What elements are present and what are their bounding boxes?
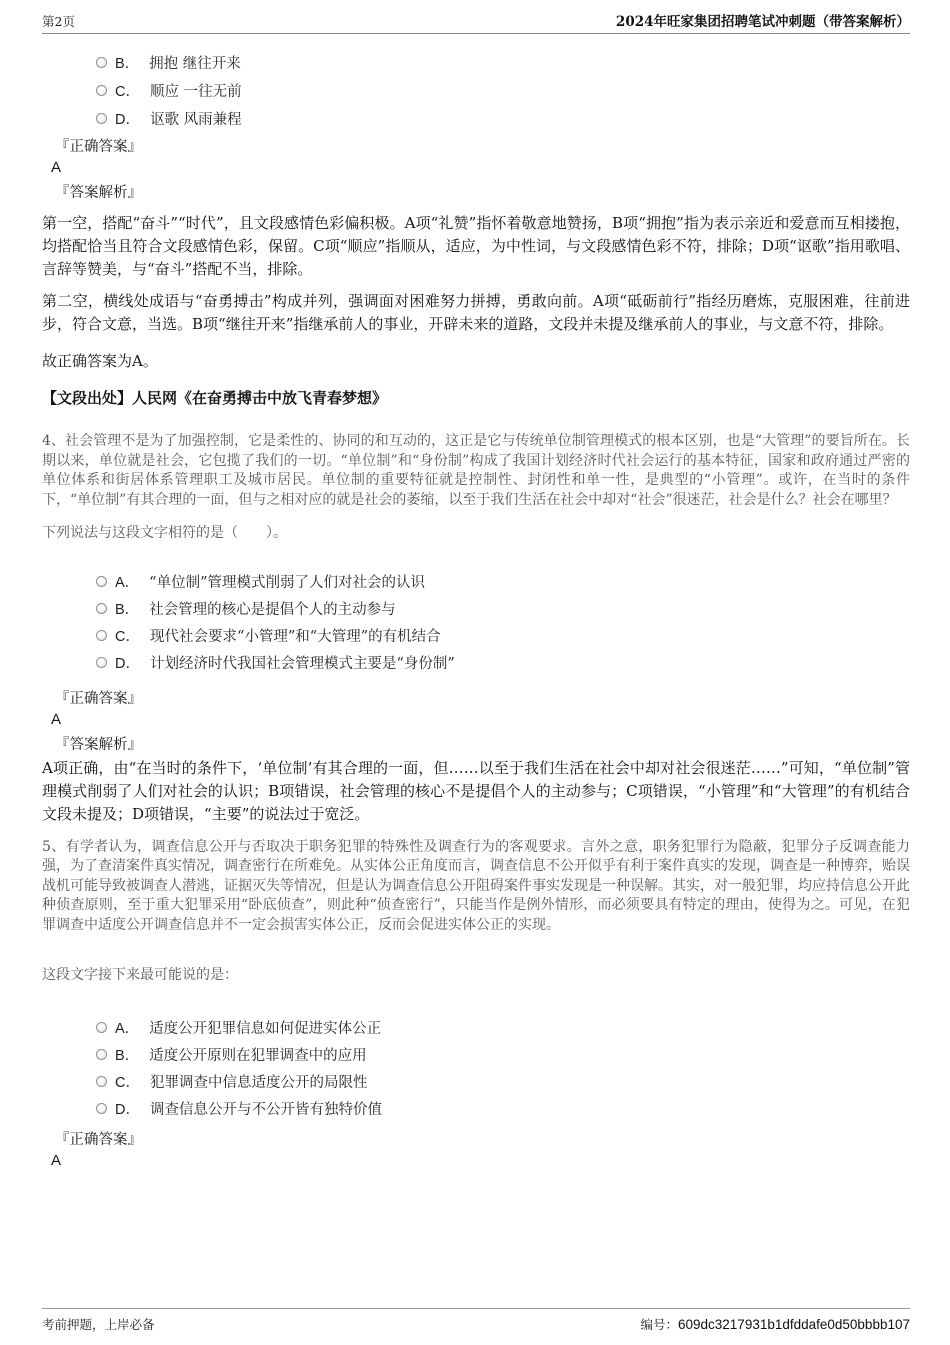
footer-document-id (640, 1315, 910, 1333)
correct-answer-value: A (51, 159, 62, 176)
footer-id-value: 609dc3217931b1dfddafe0d50bbbb107 (678, 1317, 910, 1332)
option-row-a[interactable] (96, 568, 910, 595)
option-row-d[interactable] (96, 1095, 910, 1122)
option-text: 拥抱 继往开来 (149, 55, 241, 72)
option-letter: C． (115, 628, 140, 645)
answer-analysis-label: 『答案解析』 (55, 736, 142, 753)
document-title: 2024年旺家集团招聘笔试冲刺题（带答案解析） (615, 14, 910, 30)
option-text: 适度公开犯罪信息如何促进实体公正 (149, 1020, 382, 1037)
analysis-paragraph: 第二空，横线处成语与“奋勇搏击”构成并列，强调面对困难努力拼搏，勇敢向前。A项“砥砺前行”指经历磨炼，克服困难，往前进步，符合文意，当选。B项“继往开来”指继承前人的事业，开辟未来的道路，文段并未提及继承前人的事业，与文意不符，排除。 (42, 292, 910, 333)
option-text: 讴歌 风雨兼程 (149, 111, 242, 128)
page-header (42, 10, 910, 34)
option-row-c[interactable] (96, 76, 910, 104)
option-text: 调查信息公开与不公开皆有独特价值 (149, 1101, 382, 1118)
option-text: 适度公开原则在犯罪调查中的应用 (149, 1047, 367, 1064)
option-letter: A． (115, 574, 140, 591)
radio-button[interactable] (96, 630, 107, 641)
option-letter: D． (115, 655, 140, 672)
question-3-options (42, 48, 910, 132)
option-row-c[interactable] (96, 1068, 910, 1095)
option-text: 犯罪调查中信息适度公开的局限性 (149, 1074, 368, 1091)
question-5-options (42, 1014, 910, 1122)
option-row-c[interactable] (96, 622, 910, 649)
option-letter: C． (115, 1074, 140, 1091)
radio-button[interactable] (96, 1049, 107, 1060)
passage-source: 【文段出处】人民网《在奋勇搏击中放飞青春梦想》 (42, 389, 388, 407)
option-row-b[interactable] (96, 48, 910, 76)
question-5-stem: 5、有学者认为，调查信息公开与否取决于职务犯罪的特殊性及调查行为的客观要求。言外之意，职务犯罪行为隐蔽，犯罪分子反调查能力强，为了查清案件真实情况，调查密行在所难免。从实体公正角度而言，调查信息不公开似乎有利于案件真实的发现，调查是一种博弈，贻误战机可能导致被调查人潜逃，证据灭失等情况，但是认为调查信息公开阻碍案件事实发现是一种误解。其实，对一般犯罪，均应持信息公开此种侦查原则，至于重大犯罪采用“卧底侦查”，则此种“侦查密行”，只能当作是例外情形，而必须要具有特定的理由，使得为之。可见，在犯罪调查中适度公开调查信息并不一定会损害实体公正，反而会促进实体公正的实现。 (42, 838, 910, 933)
option-letter: B． (115, 55, 140, 72)
option-letter: B． (115, 1047, 140, 1064)
radio-button[interactable] (96, 657, 107, 668)
option-row-d[interactable] (96, 649, 910, 676)
radio-button[interactable] (96, 603, 107, 614)
option-text: 现代社会要求“小管理”和“大管理”的有机结合 (149, 628, 441, 645)
correct-answer-value: A (51, 1151, 62, 1169)
footer-slogan: 考前押题，上岸必备 (42, 1317, 155, 1332)
radio-button[interactable] (96, 57, 107, 68)
option-row-b[interactable] (96, 595, 910, 622)
option-letter: C． (115, 83, 140, 100)
correct-answer-label: 『正确答案』 (55, 1131, 142, 1148)
option-text: 顺应 一往无前 (149, 83, 242, 100)
question-4-stem: 4、社会管理不是为了加强控制，它是柔性的、协同的和互动的，这正是它与传统单位制管理模式的根本区别，也是“大管理”的要旨所在。长期以来，单位就是社会，它包揽了我们的一切。“单位制”和“身份制”构成了我国计划经济时代社会运行的基本特征，国家和政府通过严密的单位体系和街居体系管理职工及城市居民。单位制的重要特征就是控制性、封闭性和单一性，是典型的“小管理”。或许，在当时的条件下，“单位制”有其合理的一面，但与之相对应的就是社会的萎缩，以至于我们生活在社会中却对“社会”很迷茫，社会是什么？社会在哪里？ (42, 433, 910, 508)
page-footer (42, 1308, 910, 1333)
radio-button[interactable] (96, 1022, 107, 1033)
page-number: 第2页 (42, 14, 75, 29)
analysis-paragraph: 第一空，搭配“奋斗”“时代”，且文段感情色彩偏积极。A项“礼赞”指怀着敬意地赞扬，B项“拥抱”指为表示亲近和爱意而互相搂抱，均搭配恰当且符合文段感情色彩，保留。C项“顺应”指顺从，适应，为中性词，与文段感情色彩不符，排除；D项“讴歌”指用歌唱、言辞等赞美，与“奋斗”搭配不当，排除。 (42, 214, 910, 278)
option-letter: D． (115, 1101, 140, 1118)
question-4-options (42, 568, 910, 676)
correct-answer-label: 『正确答案』 (55, 139, 142, 155)
option-row-d[interactable] (96, 104, 910, 132)
option-row-a[interactable] (96, 1014, 910, 1041)
option-text: 社会管理的核心是提倡个人的主动参与 (149, 601, 396, 618)
footer-id-label: 编号： (640, 1317, 678, 1332)
option-letter: A． (115, 1020, 140, 1037)
analysis-conclusion: 故正确答案为A。 (42, 352, 158, 370)
option-letter: D． (115, 111, 140, 128)
radio-button[interactable] (96, 85, 107, 96)
question-4-prompt: 下列说法与这段文字相符的是（ ）。 (42, 525, 287, 541)
correct-answer-label: 『正确答案』 (55, 690, 142, 707)
option-row-b[interactable] (96, 1041, 910, 1068)
correct-answer-value: A (51, 710, 62, 728)
radio-button[interactable] (96, 576, 107, 587)
option-text: “单位制”管理模式削弱了人们对社会的认识 (149, 574, 425, 591)
answer-analysis-label: 『答案解析』 (55, 185, 142, 201)
radio-button[interactable] (96, 1103, 107, 1114)
option-text: 计划经济时代我国社会管理模式主要是“身份制” (149, 655, 455, 672)
analysis-paragraph: A项正确，由“在当时的条件下，‘单位制’有其合理的一面，但……以至于我们生活在社会中却对社会很迷茫……”可知，“单位制”管理模式削弱了人们对社会的认识；B项错误，社会管理的核心不是提倡个人的主动参与；C项错误，“小管理”和“大管理”的有机结合文段未提及；D项错误，“主要”的说法过于宽泛。 (42, 758, 910, 823)
question-5-prompt: 这段文字接下来最可能说的是： (42, 967, 238, 983)
radio-button[interactable] (96, 113, 107, 124)
option-letter: B． (115, 601, 140, 618)
radio-button[interactable] (96, 1076, 107, 1087)
